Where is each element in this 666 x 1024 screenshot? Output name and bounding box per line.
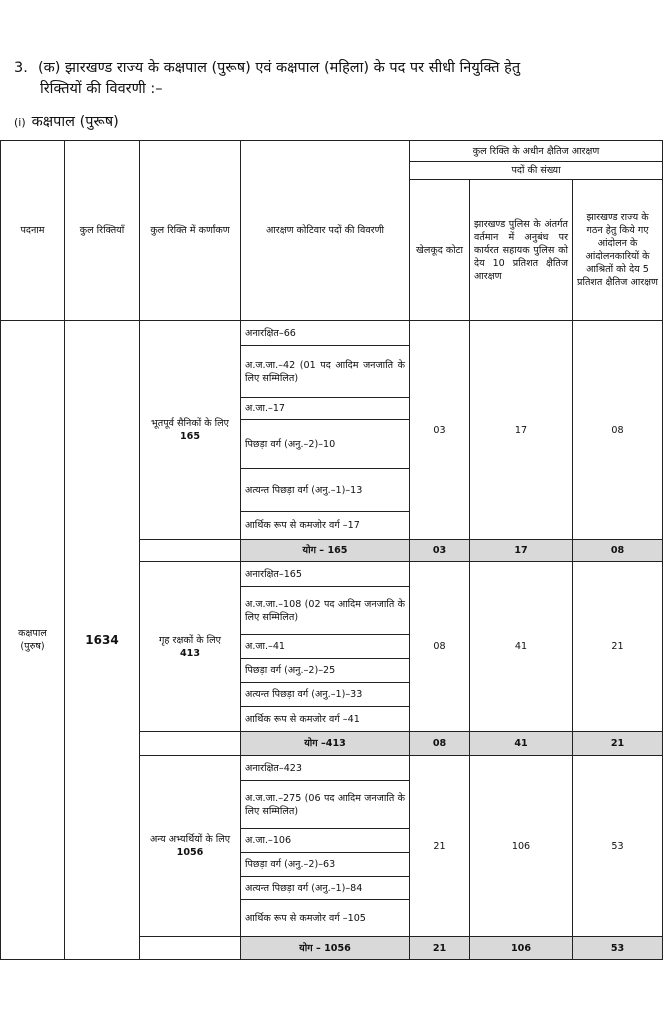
category-cell: अ.ज.जा.–275 (06 पद आदिम जनजाति के लिए सम्मिलित)	[241, 781, 410, 829]
total-police: 41	[470, 732, 573, 756]
post-name-line2: (पुरुष)	[20, 641, 45, 652]
category-cell: अ.ज.जा.–108 (02 पद आदिम जनजाति के लिए सम्मिलित)	[241, 587, 410, 635]
category-cell: आर्थिक रूप से कमजोर वर्ग –17	[241, 512, 410, 540]
section-heading-line2: रिक्तियों की विवरणी :–	[40, 81, 163, 97]
group-count: 1056	[176, 847, 204, 858]
header-movement-reservation: झारखण्ड राज्य के गठन हेतु किये गए आंदोलन के आंदोलनकारियों के आश्रितों को देय 5 प्रतिशत क्षैतिज आरक्षण	[573, 180, 663, 321]
vacancy-table	[0, 140, 663, 960]
police-value: 17	[470, 321, 573, 540]
total-sports: 03	[410, 540, 470, 562]
police-value: 41	[470, 562, 573, 732]
header-sports-quota: खेलकूद कोटा	[410, 180, 470, 321]
header-horizontal-reservation: कुल रिक्ति के अधीन क्षैतिज आरक्षण	[410, 141, 663, 162]
category-cell: आर्थिक रूप से कमजोर वर्ग –41	[241, 707, 410, 732]
header-post: पदनाम	[1, 141, 65, 321]
section-number: 3.	[14, 60, 28, 76]
header-post-count: पदों की संख्या	[410, 162, 663, 180]
section-heading-line1: (क) झारखण्ड राज्य के कक्षपाल (पुरूष) एवं कक्षपाल (महिला) के पद पर सीधी नियुक्ति हेतु	[38, 60, 521, 76]
total-label: योग –413	[241, 732, 410, 756]
category-cell: पिछड़ा वर्ग (अनु.–2)–25	[241, 659, 410, 683]
total-vacancies-value: 1634	[65, 321, 140, 960]
police-value: 106	[470, 756, 573, 937]
category-cell: अनारक्षित–66	[241, 321, 410, 346]
category-cell: अत्यन्त पिछड़ा वर्ग (अनु.–1)–33	[241, 683, 410, 707]
table-row	[1, 321, 663, 346]
total-sports: 21	[410, 937, 470, 960]
subsection-number: (i)	[14, 116, 26, 129]
category-cell: अत्यन्त पिछड़ा वर्ग (अनु.–1)–13	[241, 469, 410, 512]
header-police-reservation: झारखण्ड पुलिस के अंतर्गत वर्तमान में अनुबंध पर कार्यरत सहायक पुलिस को देय 10 प्रतिशत क्षैतिज आरक्षण	[470, 180, 573, 321]
sports-value: 21	[410, 756, 470, 937]
total-label: योग – 165	[241, 540, 410, 562]
header-allocation: कुल रिक्ति में कर्णांकण	[140, 141, 241, 321]
group-count: 165	[179, 431, 201, 442]
category-cell: पिछड़ा वर्ग (अनु.–2)–63	[241, 853, 410, 877]
category-cell: आर्थिक रूप से कमजोर वर्ग –105	[241, 900, 410, 937]
category-cell: अनारक्षित–423	[241, 756, 410, 781]
group-cell	[140, 562, 241, 732]
movement-value: 21	[573, 562, 663, 732]
movement-value: 08	[573, 321, 663, 540]
category-cell: अ.जा.–106	[241, 829, 410, 853]
group-cell	[140, 756, 241, 937]
post-name-cell	[1, 321, 65, 960]
category-cell: अ.जा.–41	[241, 635, 410, 659]
category-cell: अनारक्षित–165	[241, 562, 410, 587]
total-movement: 21	[573, 732, 663, 756]
subsection-title: कक्षपाल (पुरूष)	[31, 114, 119, 130]
total-police: 106	[470, 937, 573, 960]
category-cell: अ.ज.जा.–42 (01 पद आदिम जनजाति के लिए सम्मिलित)	[241, 346, 410, 398]
movement-value: 53	[573, 756, 663, 937]
category-cell: अत्यन्त पिछड़ा वर्ग (अनु.–1)–84	[241, 877, 410, 900]
section-heading	[14, 58, 644, 100]
header-row-1	[1, 141, 663, 162]
category-cell: अ.जा.–17	[241, 398, 410, 420]
total-movement: 53	[573, 937, 663, 960]
total-movement: 08	[573, 540, 663, 562]
sports-value: 08	[410, 562, 470, 732]
post-name-line1: कक्षपाल	[18, 628, 47, 639]
sports-value: 03	[410, 321, 470, 540]
total-row-spacer	[140, 732, 241, 756]
category-cell: पिछड़ा वर्ग (अनु.–2)–10	[241, 420, 410, 469]
group-name: अन्य अभ्यर्थियों के लिए	[149, 834, 231, 845]
total-row-spacer	[140, 540, 241, 562]
total-label: योग – 1056	[241, 937, 410, 960]
group-count: 413	[179, 647, 201, 659]
total-sports: 08	[410, 732, 470, 756]
group-name: भूतपूर्व सैनिकों के लिए	[151, 418, 229, 429]
header-total-vacancies: कुल रिक्तियाँ	[65, 141, 140, 321]
group-name: गृह रक्षकों के लिए	[159, 634, 221, 646]
subsection-heading	[14, 112, 119, 133]
total-police: 17	[470, 540, 573, 562]
total-row-spacer	[140, 937, 241, 960]
group-cell	[140, 321, 241, 540]
header-reservation: आरक्षण कोटिवार पदों की विवरणी	[241, 141, 410, 321]
